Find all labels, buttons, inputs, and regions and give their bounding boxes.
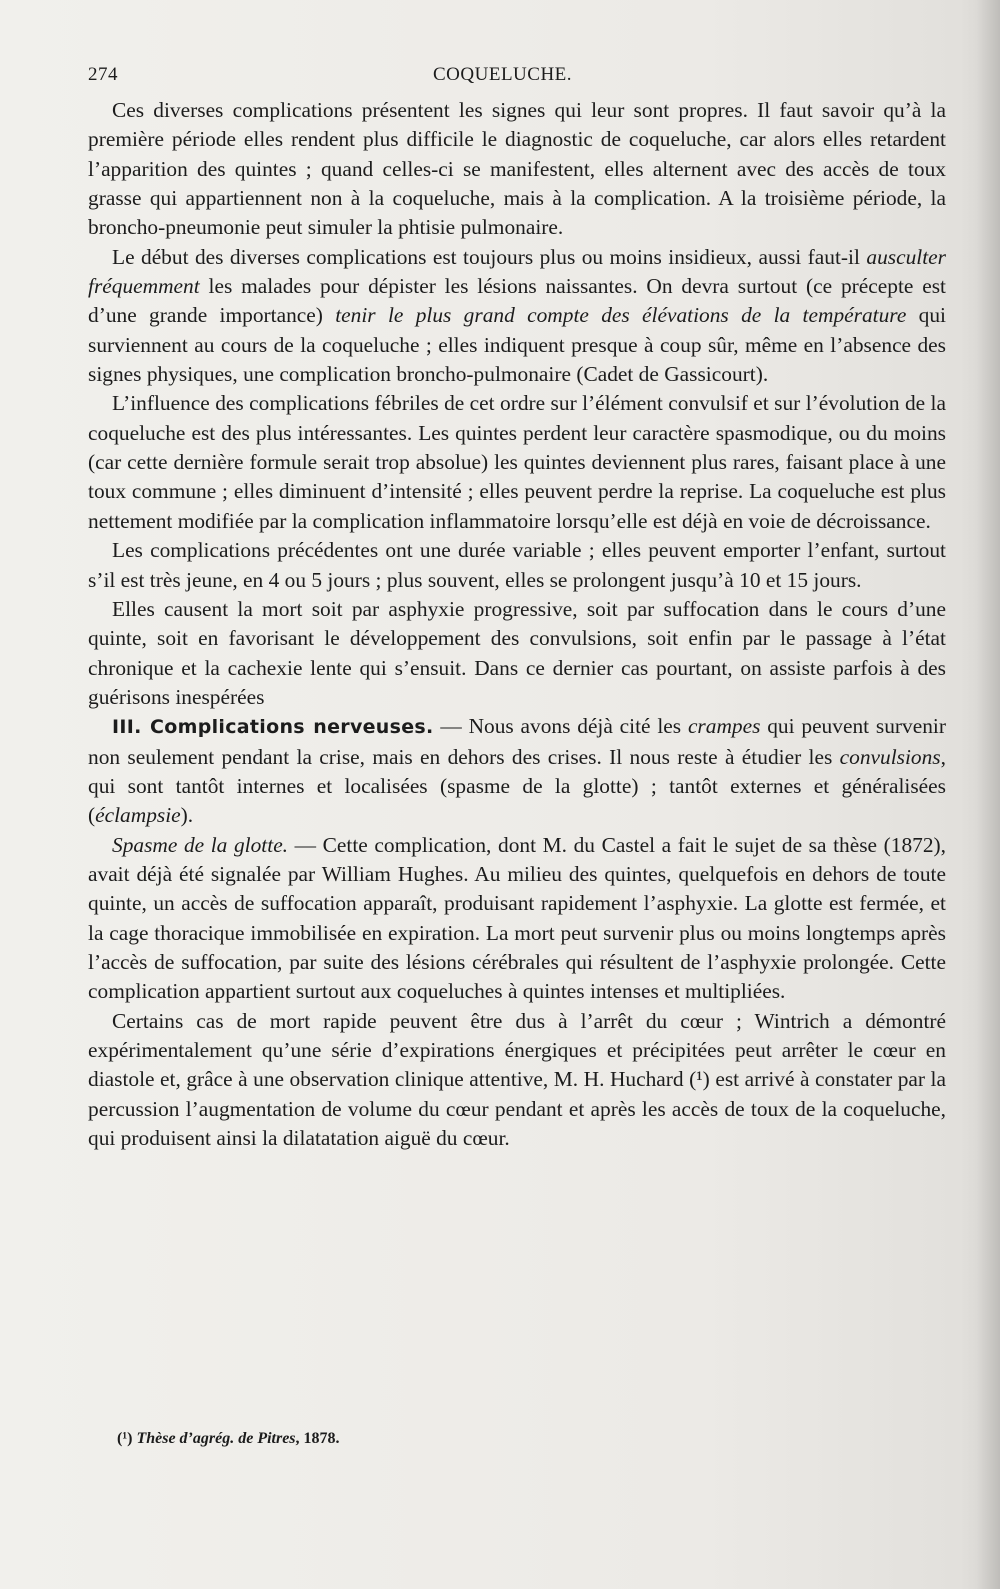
paragraph-complications-signs: Ces diverses complications présentent les signes qui leur sont propres. Il faut savoir qu’à la première période elles rendent plus difficile le diagnostic de coqueluche, car alors elles retardent l’apparition des quintes ; quand celles-ci se manifestent, elles alternent avec des accès de toux grasse qui appartiennent non à la coqueluche, mais à la complication. A la troisième période, la broncho-pneumonie peut simuler la phtisie pulmonaire. xyxy=(88,98,946,240)
emphasis-ausculter: ausculter fréquemment xyxy=(88,244,946,299)
footnote xyxy=(117,1430,817,1448)
emphasis-convulsions: convulsions xyxy=(839,744,941,769)
paragraph-debut-insidieux: Le début des diverses complications est toujours plus ou moins insidieux, aussi faut-il ausculter fréquemment les malades pour dépister les lésions naissantes. On devra surtout (ce précepte est d’une grande importance) tenir le plus grand compte des élévations de la température qui surviennent au cours de la coqueluche ; elles indiquent presque à coup sûr, même en l’absence des signes physiques, une complication broncho-pulmonaire (Cadet de Gassicourt). xyxy=(88,244,946,387)
page-edge-shadow xyxy=(976,0,1000,1589)
paragraph-influence: L’influence des complications fébriles de cet ordre sur l’élément convulsif et sur l’évolution de la coqueluche est des plus intéressantes. Les quintes perdent leur caractère spasmodique, ou du moins (car cette dernière formule serait trop absolue) les quintes deviennent plus rares, faisant place à une toux commune ; elles diminuent d’intensité ; elles peuvent perdre la reprise. La coqueluche est plus nettement modifiée par la complication inflammatoire lorsqu’elle est déjà en voie de décroissance. xyxy=(88,391,946,533)
paragraph-duree: Les complications précédentes ont une durée variable ; elles peuvent emporter l’enfant, surtout s’il est très jeune, en 4 ou 5 jours ; plus souvent, elles se prolongent jusqu’à 10 et 15 jours. xyxy=(88,538,946,592)
running-title: COQUELUCHE. xyxy=(433,64,573,85)
subsection-title: Spasme de la glotte. xyxy=(112,832,289,857)
paragraph-mort: Elles causent la mort soit par asphyxie progressive, soit par suffocation dans le cours d’une quinte, soit en favorisant le développement des convulsions, soit enfin par le passage à l’état chronique et la cachexie lente qui s’ensuit. Dans ce dernier cas pourtant, on assiste parfois à des guérisons inespérées xyxy=(88,596,946,709)
footnote-marker: (¹) xyxy=(117,1430,133,1447)
emphasis-crampes: crampes xyxy=(687,714,761,739)
paragraph-complications-nerveuses: III. Complications nerveuses. — Nous avons déjà cité les crampes qui peuvent survenir non seulement pendant la crise, mais en dehors des crises. Il nous reste à étudier les convulsions, qui sont tantôt internes et localisées (spasme de la glotte) ; tantôt externes et généralisées (éclampsie). xyxy=(88,714,946,828)
footnote-year: , 1878. xyxy=(295,1430,340,1447)
page-number: 274 xyxy=(88,64,118,85)
emphasis-eclampsie: éclampsie xyxy=(95,803,181,828)
paragraph-spasme-glotte: Spasme de la glotte. — Cette complication, dont M. du Castel a fait le sujet de sa thèse (1872), avait déjà été signalée par William Hughes. Au milieu des quintes, quelquefois en dehors de toute quinte, un accès de suffocation apparaît, produisant rapidement l’asphyxie. La glotte est fermée, et la cage thoracique immobilisée en expiration. La mort peut survenir plus ou moins longtemps après l’accès de suffocation, par suite des lésions cérébrales qui résultent de l’asphyxie prolongée. Cette complication appartient surtout aux coqueluches à quintes intenses et multipliées. xyxy=(88,832,946,1004)
footnote-reference: (¹) xyxy=(689,1067,710,1092)
running-header xyxy=(88,64,948,94)
section-title: III. Complications nerveuses. xyxy=(112,716,434,739)
paragraph-arret-coeur: Certains cas de mort rapide peuvent être dus à l’arrêt du cœur ; Wintrich a démontré expérimentalement qu’une série d’expirations énergiques et précipitées peut arrêter le cœur en diastole et, grâce à une observation clinique attentive, M. H. Huchard (¹) est arrivé à constater par la percussion l’augmentation de volume du cœur pendant et après les accès de toux de la coqueluche, qui produisent ainsi la dilatatation aiguë du cœur. xyxy=(88,1008,946,1151)
emphasis-temperature: tenir le plus grand compte des élévations de la température xyxy=(335,303,907,328)
footnote-title: Thèse d’agrég. de Pitres xyxy=(136,1430,296,1447)
body-text xyxy=(88,96,946,1153)
